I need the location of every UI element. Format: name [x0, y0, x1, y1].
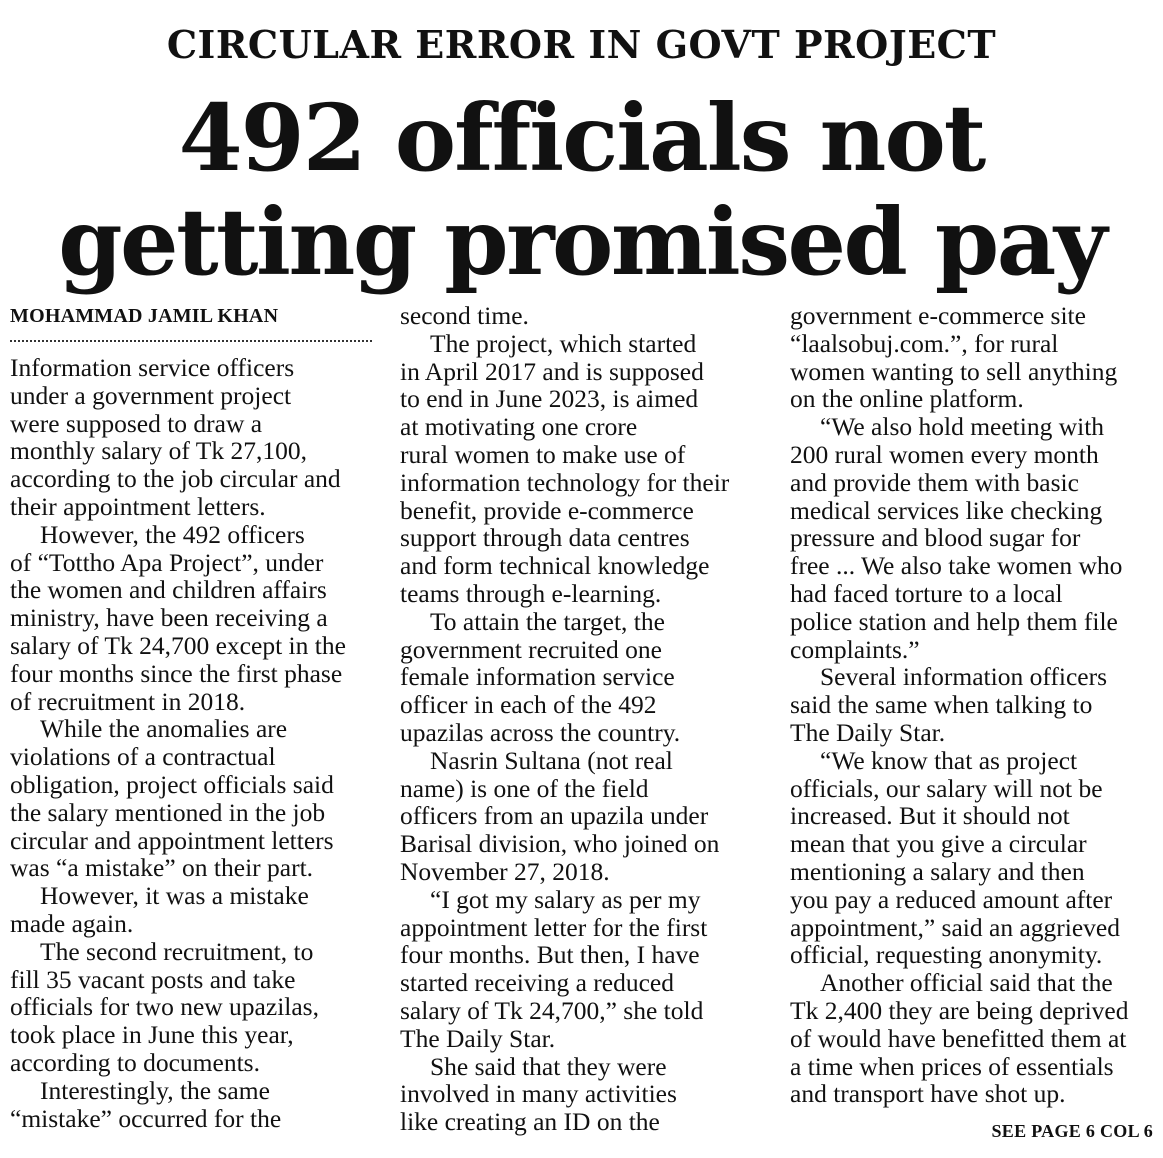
text-line: Another official said that the [820, 968, 1113, 998]
text-line: circular and appointment letters [10, 825, 334, 855]
text-line: and transport have shot up. [790, 1079, 1066, 1109]
text-line: was “a mistake” on their part. [10, 853, 314, 883]
text-line: second time. [400, 301, 529, 330]
text-line: “laalsobuj.com.”, for rural [790, 328, 1059, 358]
headline [0, 86, 1163, 294]
column-text [790, 302, 1155, 1108]
text-line: Information service officers [10, 353, 295, 382]
column-text [10, 354, 372, 1132]
text-line: violations of a contractual [10, 742, 276, 772]
text-line: said the same when talking to [790, 690, 1093, 720]
text-line: salary of Tk 24,700,” she told [400, 995, 704, 1025]
text-line: under a government project [10, 380, 292, 410]
text-line: and provide them with basic [790, 467, 1079, 497]
text-line: mentioning a salary and then [790, 856, 1085, 886]
text-line: complaints.” [790, 634, 920, 664]
text-line: The Daily Star. [400, 1023, 556, 1053]
text-line: their appointment letters. [10, 491, 266, 521]
text-line: name) is one of the field [400, 773, 649, 803]
text-line: support through data centres [400, 523, 690, 553]
text-line: according to the job circular and [10, 464, 341, 494]
text-line: like creating an ID on the [400, 1107, 660, 1137]
text-line: monthly salary of Tk 27,100, [10, 436, 307, 466]
text-line: While the anomalies are [40, 714, 288, 744]
text-line: took place in June this year, [10, 1020, 294, 1050]
kicker-headline: CIRCULAR ERROR IN GOVT PROJECT [166, 22, 997, 67]
text-line: However, it was a mistake [40, 881, 309, 911]
text-line: The project, which started [430, 328, 697, 358]
text-line: November 27, 2018. [400, 856, 610, 886]
text-line: were supposed to draw a [10, 408, 263, 438]
text-line: the salary mentioned in the job [10, 797, 326, 827]
text-line: To attain the target, the [430, 606, 665, 636]
text-line: of recruitment in 2018. [10, 686, 246, 716]
text-line: a time when prices of essentials [790, 1051, 1114, 1081]
text-line: government e-commerce site [790, 301, 1086, 330]
text-line: four months. But then, I have [400, 940, 700, 970]
text-line: officials, our salary will not be [790, 773, 1103, 803]
text-line: women wanting to sell anything [790, 356, 1118, 386]
text-line: started receiving a reduced [400, 968, 674, 998]
text-line: of would have benefitted them at [790, 1023, 1127, 1053]
text-line: “We know that as project [820, 745, 1078, 775]
text-line: officer in each of the 492 [400, 690, 657, 720]
text-line: you pay a reduced amount after [790, 884, 1113, 914]
text-line: in April 2017 and is supposed [400, 356, 704, 386]
text-line: The Daily Star. [790, 717, 946, 747]
text-line: made again. [10, 908, 134, 938]
article-column-3 [790, 302, 1155, 1108]
text-line: She said that they were [430, 1051, 667, 1081]
text-line: to end in June 2023, is aimed [400, 384, 699, 414]
text-line: Interestingly, the same [40, 1075, 270, 1105]
text-line: officials for two new upazilas, [10, 992, 319, 1022]
text-line: official, requesting anonymity. [790, 940, 1103, 970]
text-line: teams through e-learning. [400, 578, 662, 608]
article-column-2 [400, 302, 762, 1136]
text-line: The second recruitment, to [40, 936, 314, 966]
text-line: and form technical knowledge [400, 551, 710, 581]
text-line: at motivating one crore [400, 412, 638, 442]
text-line: government recruited one [400, 634, 662, 664]
text-line: appointment letter for the first [400, 912, 708, 942]
text-line: four months since the first phase [10, 658, 343, 688]
text-line: pressure and blood sugar for [790, 523, 1081, 553]
text-line: increased. But it should not [790, 801, 1070, 831]
byline: MOHAMMAD JAMIL KHAN [10, 305, 279, 327]
text-line: upazilas across the country. [400, 717, 681, 747]
text-line: female information service [400, 662, 675, 692]
text-line: involved in many activities [400, 1079, 677, 1109]
article-column-1 [10, 302, 372, 1132]
text-line: fill 35 vacant posts and take [10, 964, 296, 994]
text-line: police station and help them file [790, 606, 1118, 636]
column-text [400, 302, 762, 1136]
text-line: Nasrin Sultana (not real [430, 745, 673, 775]
text-line: free ... We also take women who [790, 551, 1123, 581]
text-line: “I got my salary as per my [430, 884, 701, 914]
byline-divider [10, 340, 372, 342]
text-line: information technology for their [400, 467, 730, 497]
text-line: mean that you give a circular [790, 829, 1087, 859]
headline-line-1: 492 officials not [178, 84, 985, 192]
text-line: obligation, project officials said [10, 769, 334, 799]
text-line: of “Tottho Apa Project”, under [10, 547, 324, 577]
text-line: However, the 492 officers [40, 519, 305, 549]
text-line: the women and children affairs [10, 575, 327, 605]
text-line: benefit, provide e-commerce [400, 495, 694, 525]
text-line: Barisal division, who joined on [400, 829, 720, 859]
text-line: appointment,” said an aggrieved [790, 912, 1120, 942]
text-line: salary of Tk 24,700 except in the [10, 630, 346, 660]
text-line: had faced torture to a local [790, 578, 1063, 608]
text-line: according to documents. [10, 1047, 260, 1077]
text-line: rural women to make use of [400, 439, 686, 469]
text-line: “mistake” occurred for the [10, 1103, 282, 1133]
text-line: Several information officers [820, 662, 1108, 692]
continuation-note: SEE PAGE 6 COL 6 [991, 1121, 1153, 1141]
text-line: ministry, have been receiving a [10, 603, 328, 633]
text-line: “We also hold meeting with [820, 412, 1105, 442]
text-line: 200 rural women every month [790, 439, 1099, 469]
headline-line-2: getting promised pay [58, 188, 1105, 296]
text-line: on the online platform. [790, 384, 1024, 414]
text-line: medical services like checking [790, 495, 1103, 525]
text-line: Tk 2,400 they are being deprived [790, 995, 1129, 1025]
text-line: officers from an upazila under [400, 801, 709, 831]
